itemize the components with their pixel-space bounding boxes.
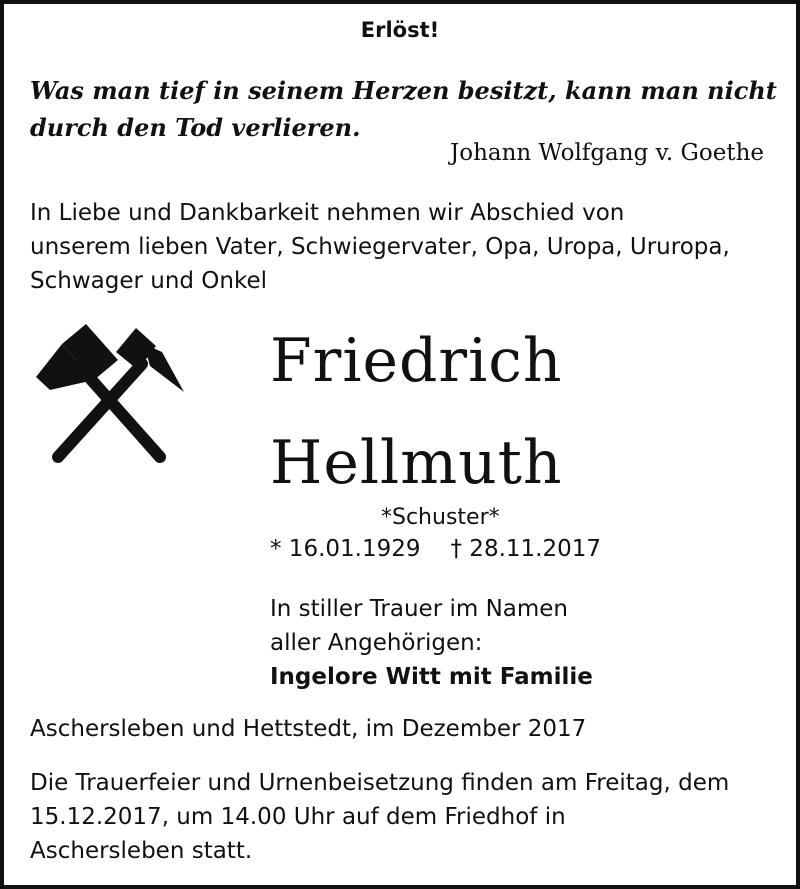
goethe-quote: [30, 72, 777, 146]
mourners-block: [270, 592, 593, 694]
quote-line: Was man tief in seinem Herzen besitzt, kann man nicht: [30, 76, 777, 105]
service-line: 15.12.2017, um 14.00 Uhr auf dem Friedhof in: [30, 804, 566, 830]
mourners-family: Ingelore Witt mit Familie: [270, 664, 593, 690]
intro-line: In Liebe und Dankbarkeit nehmen wir Abschied von: [30, 200, 625, 226]
hammer-and-pick-icon: [32, 322, 192, 467]
quote-line: durch den Tod verlieren.: [30, 113, 361, 142]
life-dates: [270, 536, 601, 562]
deceased-first-name: Friedrich: [270, 326, 563, 396]
quote-author: Johann Wolfgang v. Goethe: [450, 140, 764, 166]
notice-heading: Erlöst!: [360, 18, 440, 42]
intro-text: [30, 196, 730, 298]
intro-line: Schwager und Onkel: [30, 268, 268, 294]
mourners-line: In stiller Trauer im Namen: [270, 596, 569, 622]
service-line: Die Trauerfeier und Urnenbeisetzung finden am Freitag, dem: [30, 770, 730, 796]
funeral-service-info: [30, 766, 729, 868]
mourners-line: aller Angehörigen:: [270, 630, 483, 656]
deceased-last-name: Hellmuth: [270, 428, 563, 498]
intro-line: unserem lieben Vater, Schwiegervater, Opa, Uropa, Ururopa,: [30, 234, 730, 260]
deceased-name: [270, 310, 563, 514]
birth-date: * 16.01.1929: [270, 536, 421, 562]
death-date: † 28.11.2017: [450, 536, 601, 562]
deceased-nickname: *Schuster*: [381, 505, 500, 530]
place-and-date: Aschersleben und Hettstedt, im Dezember 2017: [30, 716, 587, 742]
service-line: Aschersleben statt.: [30, 838, 253, 864]
